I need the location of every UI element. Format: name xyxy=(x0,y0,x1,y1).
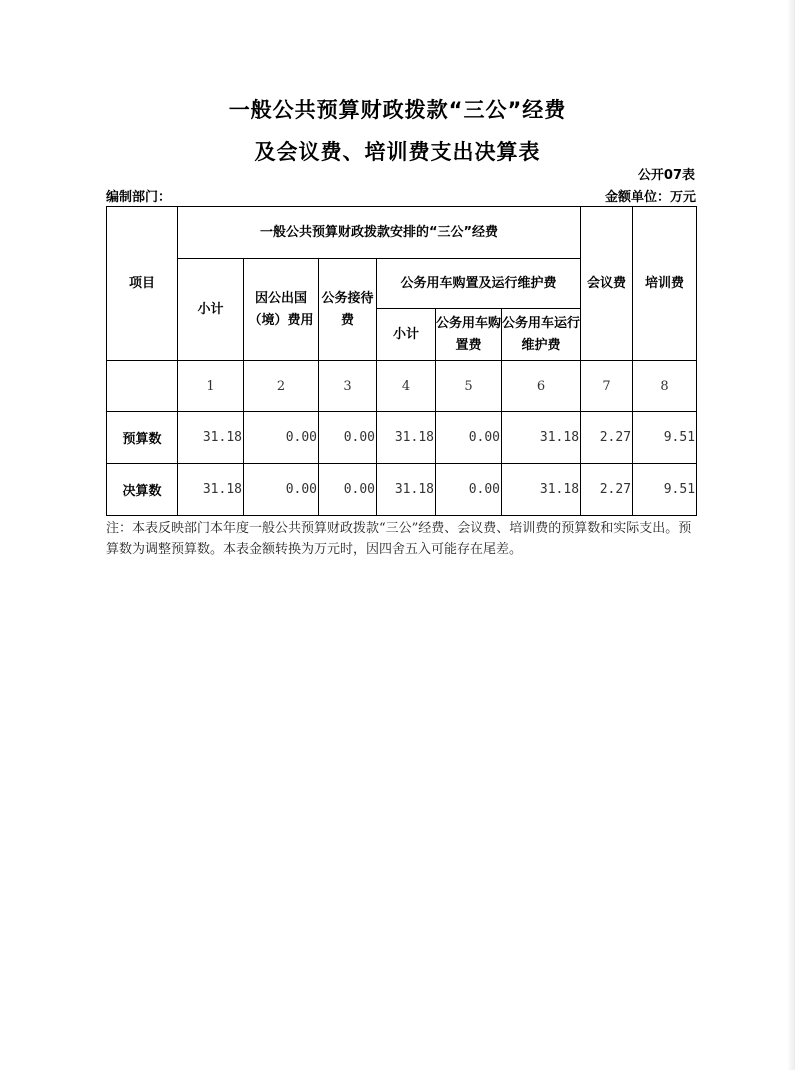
cell-value: 31.18 xyxy=(377,464,436,516)
cell-value: 0.00 xyxy=(436,464,502,516)
header-vehicle-group: 公务用车购置及运行维护费 xyxy=(377,259,581,309)
header-vehicle-operation: 公务用车运行维护费 xyxy=(502,309,581,361)
col-index: 2 xyxy=(244,361,319,412)
table-row-budget xyxy=(107,412,697,464)
col-index: 8 xyxy=(633,361,697,412)
header-item: 项目 xyxy=(107,207,178,361)
cell-value: 31.18 xyxy=(502,412,581,464)
col-index: 4 xyxy=(377,361,436,412)
page-title-line1: 一般公共预算财政拨款“三公”经费 xyxy=(228,98,567,122)
cell-value: 31.18 xyxy=(502,464,581,516)
cell-value: 31.18 xyxy=(377,412,436,464)
header-training: 培训费 xyxy=(633,207,697,361)
col-index: 6 xyxy=(502,361,581,412)
index-blank xyxy=(107,361,178,412)
row-label: 预算数 xyxy=(107,412,178,464)
form-number: 公开07表 xyxy=(637,168,695,183)
column-index-row xyxy=(107,361,697,412)
col-index: 7 xyxy=(581,361,633,412)
cell-value: 31.18 xyxy=(178,464,244,516)
header-reception: 公务接待费 xyxy=(319,259,377,361)
header-three-public-group: 一般公共预算财政拨款安排的“三公”经费 xyxy=(178,207,581,259)
cell-value: 9.51 xyxy=(633,412,697,464)
meta-row xyxy=(106,186,696,205)
header-abroad: 因公出国（境）费用 xyxy=(244,259,319,361)
col-index: 1 xyxy=(178,361,244,412)
header-meeting: 会议费 xyxy=(581,207,633,361)
cell-value: 2.27 xyxy=(581,412,633,464)
cell-value: 31.18 xyxy=(178,412,244,464)
page-title-line2: 及会议费、培训费支出决算表 xyxy=(254,140,541,164)
cell-value: 9.51 xyxy=(633,464,697,516)
header-vehicle-purchase: 公务用车购置费 xyxy=(436,309,502,361)
col-index: 5 xyxy=(436,361,502,412)
budget-table xyxy=(106,206,697,516)
unit-label: 金额单位：万元 xyxy=(604,190,696,205)
col-index: 3 xyxy=(319,361,377,412)
header-subtotal: 小计 xyxy=(178,259,244,361)
cell-value: 2.27 xyxy=(581,464,633,516)
cell-value: 0.00 xyxy=(319,464,377,516)
cell-value: 0.00 xyxy=(436,412,502,464)
dept-label: 编制部门： xyxy=(106,190,172,205)
cell-value: 0.00 xyxy=(244,412,319,464)
row-label: 决算数 xyxy=(107,464,178,516)
cell-value: 0.00 xyxy=(319,412,377,464)
table-note: 注：本表反映部门本年度一般公共预算财政拨款“三公”经费、会议费、培训费的预算数和实际支出。预算数为调整预算数。本表金额转换为万元时，因四舍五入可能存在尾差。 xyxy=(106,521,692,557)
table-row-final xyxy=(107,464,697,516)
header-vehicle-subtotal: 小计 xyxy=(377,309,436,361)
cell-value: 0.00 xyxy=(244,464,319,516)
